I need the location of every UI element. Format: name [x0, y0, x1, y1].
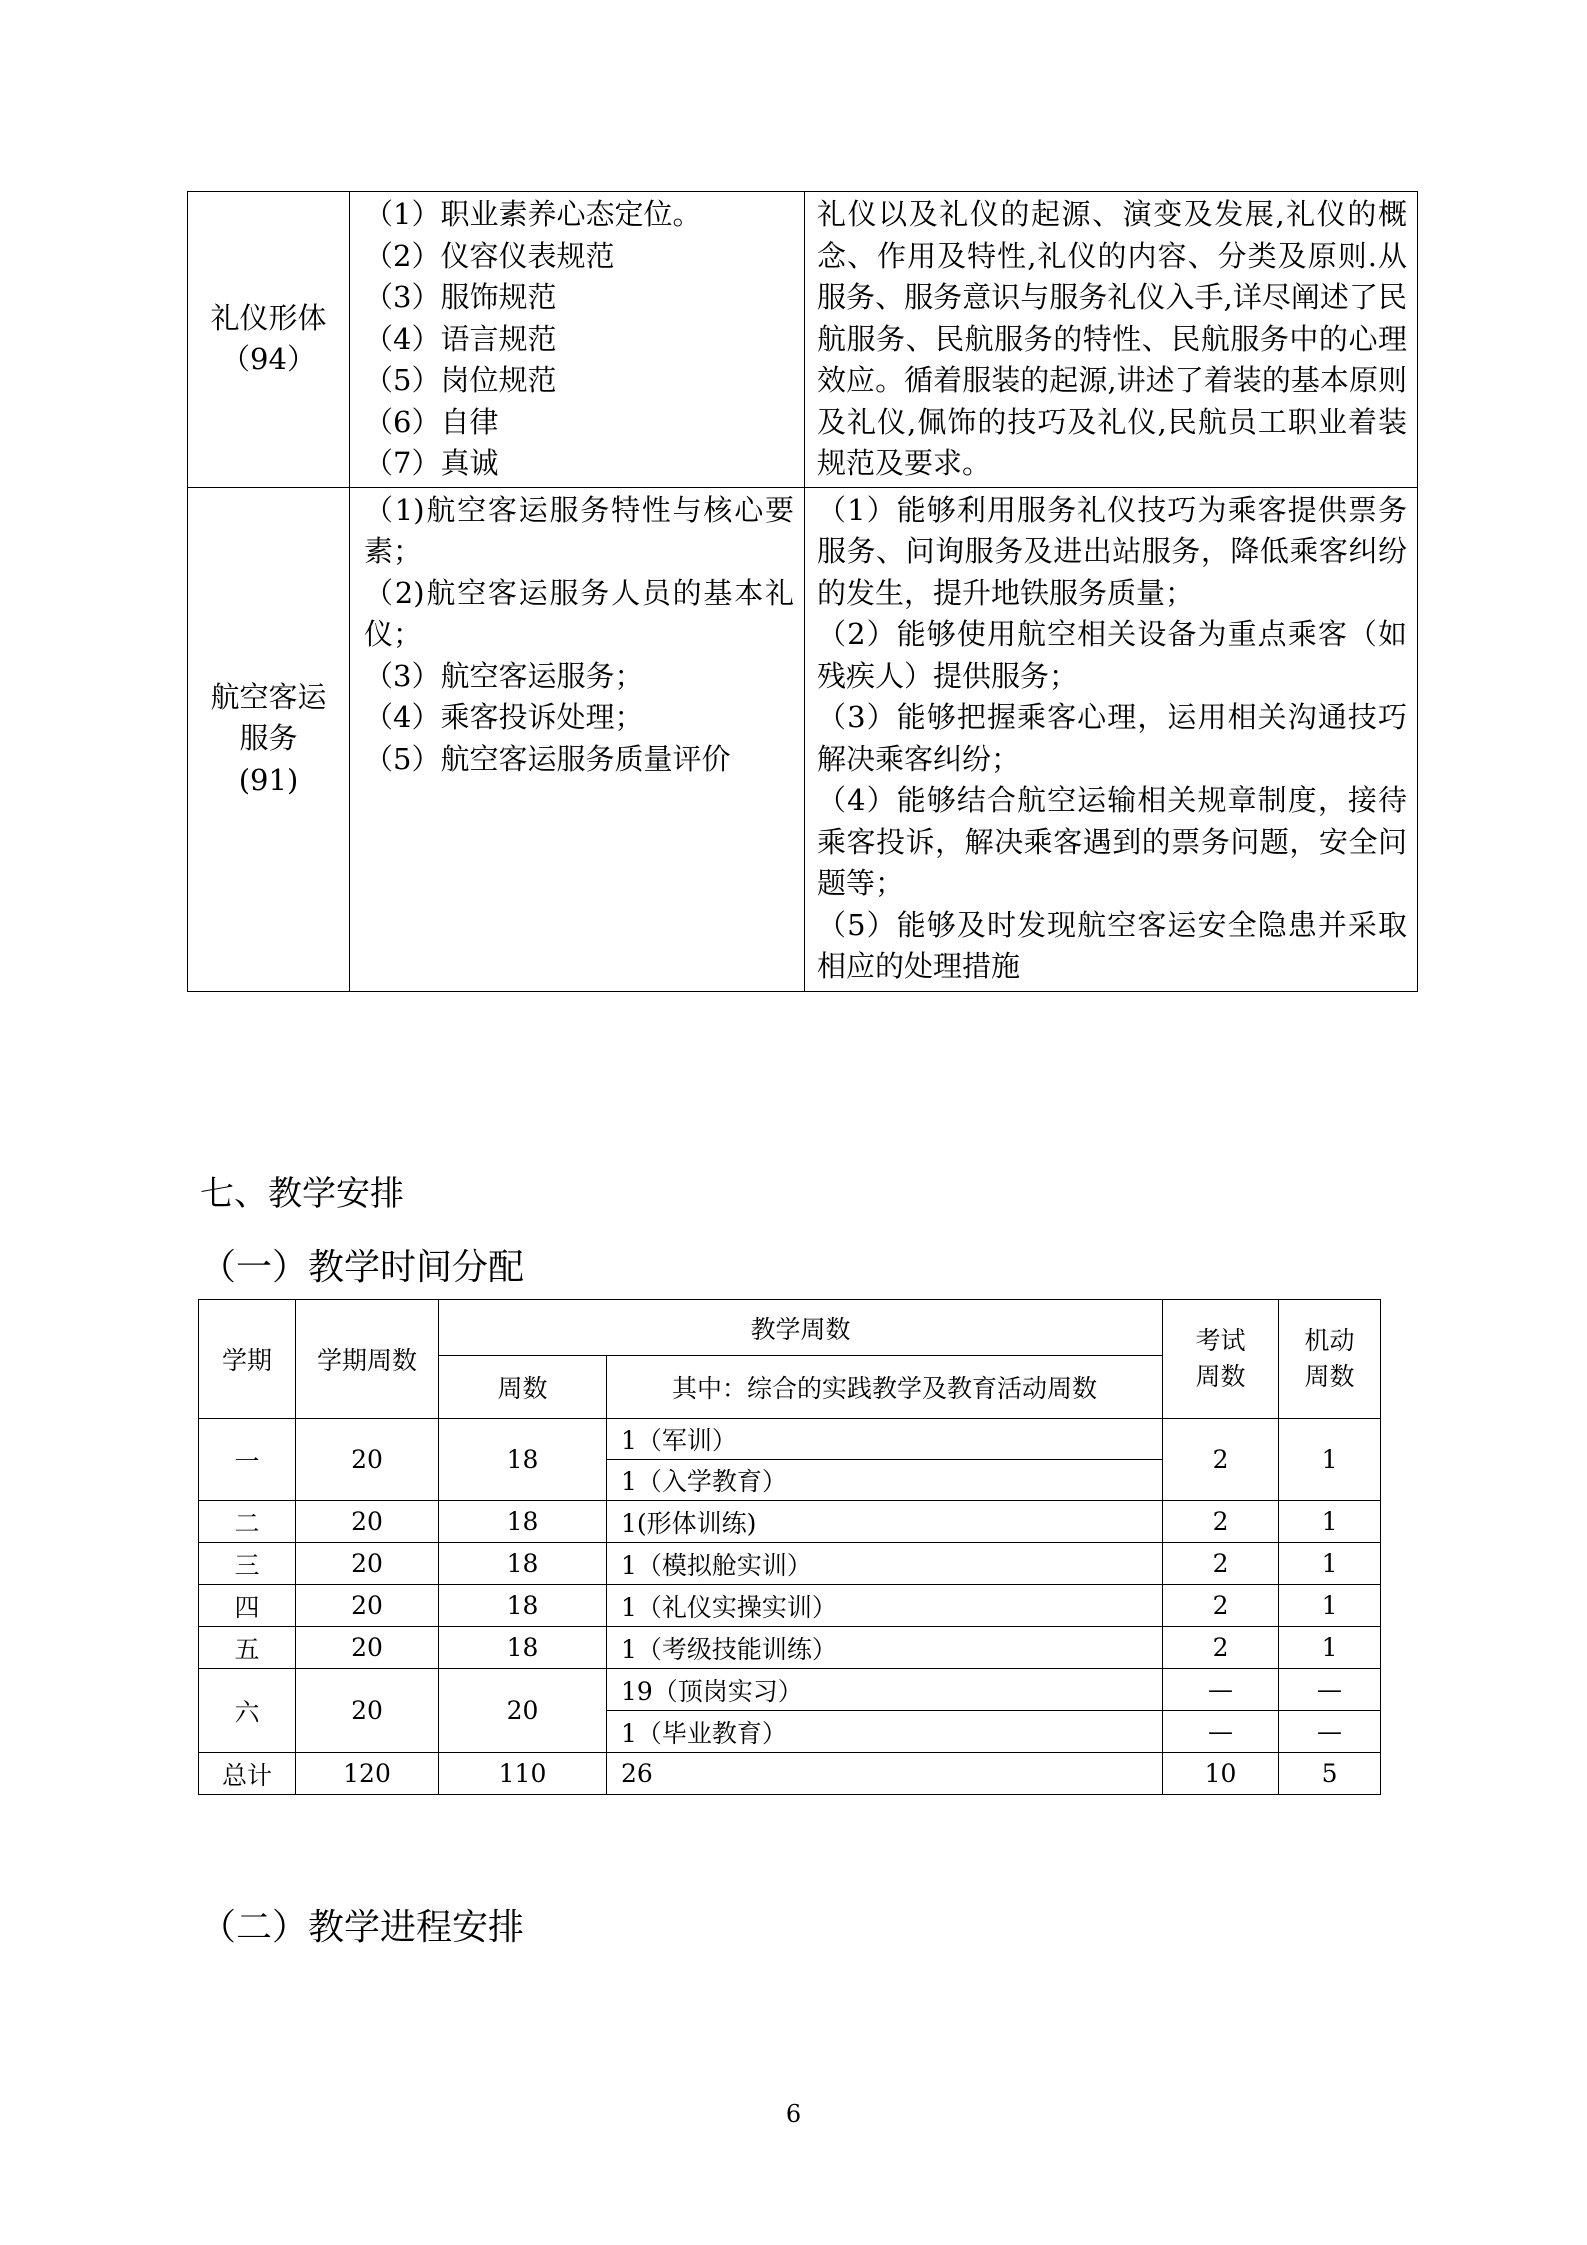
course-table [187, 191, 1418, 992]
practice-cell: 1（礼仪实操实训） [607, 1585, 1163, 1627]
course-goals: 礼仪以及礼仪的起源、演变及发展,礼仪的概念、作用及特性,礼仪的内容、分类及原则.从服务、服务意识与服务礼仪入手,详尽阐述了民航服务、民航服务的特性、民航服务中的心理效应。循着服装的起源,讲述了着装的基本原则及礼仪,佩饰的技巧及礼仪,民航员工职业着装规范及要求。 [805, 192, 1418, 488]
subsection-title-teaching-progress: （二）教学进程安排 [200, 1907, 525, 1948]
flex-cell: — [1279, 1669, 1381, 1711]
weeks-cell: 18 [439, 1543, 607, 1585]
content-line: （4）语言规范 [364, 321, 557, 356]
exam-cell: 2 [1163, 1585, 1279, 1627]
course-name-line: 礼仪形体 [210, 300, 327, 335]
total-row [199, 1753, 1381, 1795]
table-row [199, 1627, 1381, 1669]
content-line: （2）仪容仪表规范 [364, 238, 615, 273]
practice-cell: 26 [607, 1753, 1163, 1795]
weeks-cell: 18 [439, 1419, 607, 1501]
practice-cell: 1（模拟舱实训） [607, 1543, 1163, 1585]
weeks-cell: 18 [439, 1585, 607, 1627]
exam-cell: — [1163, 1669, 1279, 1711]
term-cell: 总计 [199, 1753, 296, 1795]
exam-cell: 2 [1163, 1627, 1279, 1669]
header-line: 周数 [1195, 1362, 1246, 1391]
header-term-weeks: 学期周数 [296, 1300, 439, 1419]
goal-line: （1）能够利用服务礼仪技巧为乘客提供票务服务、问询服务及进出站服务，降低乘客纠纷的发生，提升地铁服务质量； [817, 492, 1407, 610]
content-line: （5）岗位规范 [364, 363, 557, 397]
exam-cell: 2 [1163, 1543, 1279, 1585]
content-line: （3）航空客运服务； [364, 658, 644, 693]
goal-line: （5）能够及时发现航空客运安全隐患并采取相应的处理措施 [817, 907, 1407, 983]
practice-cell: 19（顶岗实习） [607, 1669, 1163, 1711]
table-row [199, 1501, 1381, 1543]
teaching-time-table [198, 1299, 1381, 1795]
course-name [188, 192, 350, 488]
section-title: 七、教学安排 [200, 1174, 404, 1214]
weeks-cell: 20 [439, 1669, 607, 1753]
course-name-line: (91) [238, 762, 299, 797]
exam-cell: 2 [1163, 1419, 1279, 1501]
weeks-cell: 110 [439, 1753, 607, 1795]
practice-cell: 1（毕业教育） [607, 1711, 1163, 1753]
course-content [350, 192, 805, 488]
practice-cell: 1（军训） [607, 1419, 1163, 1460]
content-line: （1）职业素养心态定位。 [364, 197, 702, 231]
flex-cell: 1 [1279, 1501, 1381, 1543]
course-row-air-passenger-service [188, 487, 1418, 991]
course-goals [805, 487, 1418, 991]
exam-cell: 10 [1163, 1753, 1279, 1795]
content-line: （5）航空客运服务质量评价 [364, 741, 731, 776]
term-weeks-cell: 20 [296, 1627, 439, 1669]
header-flex-weeks [1279, 1300, 1381, 1419]
exam-cell: 2 [1163, 1501, 1279, 1543]
subsection-title-time-allocation: （一）教学时间分配 [200, 1247, 525, 1288]
content-line: （2)航空客运服务人员的基本礼仪； [364, 575, 794, 651]
header-line: 周数 [1304, 1362, 1355, 1391]
practice-cell: 1（入学教育） [607, 1460, 1163, 1501]
flex-cell: 5 [1279, 1753, 1381, 1795]
flex-cell: 1 [1279, 1543, 1381, 1585]
term-weeks-cell: 20 [296, 1669, 439, 1753]
term-cell: 六 [199, 1669, 296, 1753]
flex-cell: — [1279, 1711, 1381, 1753]
goal-line: （2）能够使用航空相关设备为重点乘客（如残疾人）提供服务； [817, 617, 1407, 693]
content-line: （1)航空客运服务特性与核心要素； [364, 492, 794, 568]
flex-cell: 1 [1279, 1627, 1381, 1669]
term-cell: 五 [199, 1627, 296, 1669]
header-weeks: 周数 [439, 1356, 607, 1419]
content-line: （4）乘客投诉处理； [364, 700, 644, 734]
course-name-line: （94） [221, 342, 316, 377]
term-weeks-cell: 20 [296, 1543, 439, 1585]
term-weeks-cell: 20 [296, 1419, 439, 1501]
header-term: 学期 [199, 1300, 296, 1419]
goal-line: （4）能够结合航空运输相关规章制度，接待乘客投诉，解决乘客遇到的票务问题，安全问题等； [817, 783, 1407, 900]
course-content [350, 487, 805, 991]
course-name [188, 487, 350, 991]
weeks-cell: 18 [439, 1501, 607, 1543]
flex-cell: 1 [1279, 1419, 1381, 1501]
term-cell: 四 [199, 1585, 296, 1627]
table-row [199, 1669, 1381, 1711]
term-weeks-cell: 20 [296, 1585, 439, 1627]
content-line: （3）服饰规范 [364, 280, 557, 314]
header-line: 考试 [1195, 1326, 1246, 1355]
course-name-line: 航空客运 [210, 679, 327, 714]
goal-line: （3）能够把握乘客心理，运用相关沟通技巧解决乘客纠纷； [817, 700, 1407, 776]
table-row [199, 1543, 1381, 1585]
header-line: 机动 [1304, 1326, 1355, 1355]
content-line: （6）自律 [364, 404, 499, 439]
term-cell: 三 [199, 1543, 296, 1585]
page-number: 6 [785, 2100, 802, 2128]
term-cell: 二 [199, 1501, 296, 1543]
header-exam-weeks [1163, 1300, 1279, 1419]
flex-cell: 1 [1279, 1585, 1381, 1627]
course-name-line: 服务 [239, 721, 298, 756]
practice-cell: 1（考级技能训练） [607, 1627, 1163, 1669]
weeks-cell: 18 [439, 1627, 607, 1669]
header-practice: 其中：综合的实践教学及教育活动周数 [607, 1356, 1163, 1419]
content-line: （7）真诚 [364, 446, 499, 480]
exam-cell: — [1163, 1711, 1279, 1753]
term-cell: 一 [199, 1419, 296, 1501]
course-row-etiquette [188, 192, 1418, 488]
header-row [199, 1300, 1381, 1356]
table-row [199, 1419, 1381, 1460]
header-teaching-weeks: 教学周数 [439, 1300, 1163, 1356]
term-weeks-cell: 20 [296, 1501, 439, 1543]
table-row [199, 1585, 1381, 1627]
practice-cell: 1(形体训练) [607, 1501, 1163, 1543]
term-weeks-cell: 120 [296, 1753, 439, 1795]
